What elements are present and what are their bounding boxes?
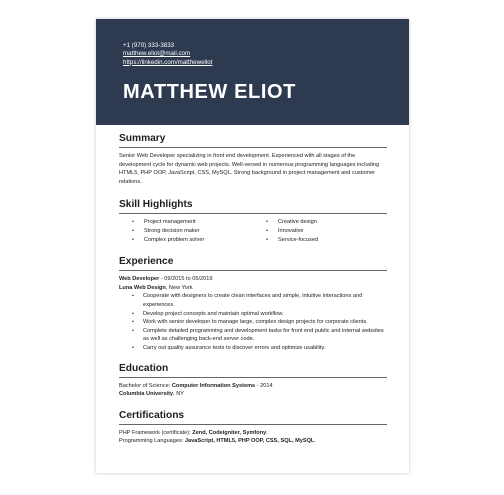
skill-item: • Project management <box>119 218 253 227</box>
degree-line <box>119 382 387 391</box>
school-line <box>119 390 387 399</box>
school-location: , NY <box>173 391 184 398</box>
skill-item: • Complex problem solver <box>119 236 253 245</box>
experience-section <box>119 255 387 352</box>
resume-body <box>119 132 387 446</box>
contact-email-link[interactable]: matthew.eliot@mail.com <box>123 50 191 58</box>
job-company-line <box>119 284 387 293</box>
job-dates: - 09/2015 to 05/2019 <box>159 276 213 283</box>
skill-item: • Innovative <box>253 227 387 236</box>
cert-suffix: . <box>314 438 316 445</box>
skill-item: • Creative design <box>253 218 387 227</box>
contact-block <box>123 42 212 67</box>
education-heading: Education <box>119 362 387 378</box>
experience-bullet: • Develop project concepts and maintain optimal workflow. <box>119 310 387 319</box>
contact-phone: +1 (970) 333-3833 <box>123 42 175 49</box>
skill-item: • Service-focused <box>253 236 387 245</box>
certification-line <box>119 429 387 438</box>
job-role: Web Developer <box>119 276 160 283</box>
job-company: Luna Web Design <box>119 284 166 291</box>
summary-heading: Summary <box>119 132 387 148</box>
experience-bullet: • Complete detailed programming and development tasks for front end public and internal websites as well as challenging back-end server code. <box>119 327 387 344</box>
job-location: , New York <box>165 284 193 291</box>
school-name: Columbia University <box>119 391 174 398</box>
degree-name: Computer Information Systems <box>171 382 256 389</box>
cert-prefix: PHP Framework (certificate): <box>119 429 193 436</box>
experience-bullet: • Cooperate with designers to create clean interfaces and simple, intuitive interactions and experiences. <box>119 292 387 309</box>
candidate-name: MATTHEW ELIOT <box>123 81 296 103</box>
certifications-section <box>119 409 387 446</box>
resume-page <box>96 19 409 473</box>
skills-right-list <box>253 218 387 244</box>
skills-columns <box>119 218 387 244</box>
contact-linkedin-link[interactable]: https://linkedin.com/matthewellot <box>123 58 213 66</box>
summary-text: Senior Web Developer specializing in front end development. Experienced with all stages of the development cycle for dynamic web projects. Well-versed in numerous programming languages including HTML5, PHP OOP, JavaScript, CSS, MySQL. Strong background in project management and customer relations. <box>119 153 380 185</box>
experience-bullet: • Work with senior developer to manage large, complex design projects for corporate clients. <box>119 318 387 327</box>
skills-left-list <box>119 218 253 244</box>
certifications-heading: Certifications <box>119 409 387 425</box>
experience-heading: Experience <box>119 255 387 271</box>
cert-suffix: . <box>266 429 268 436</box>
experience-bullet: • Carry out quality assurance tests to discover errors and optimize usability. <box>119 344 387 353</box>
education-entry <box>119 382 387 399</box>
skills-section <box>119 198 387 244</box>
experience-bullets <box>119 292 387 352</box>
skills-heading: Skill Highlights <box>119 198 387 214</box>
degree-prefix: Bachelor of Science: <box>119 382 172 389</box>
cert-value: JavaScript, HTML5, PHP OOP, CSS, SQL, MySQL <box>184 438 315 445</box>
degree-year: - 2014 <box>255 382 273 389</box>
resume-header <box>96 19 409 125</box>
certification-line <box>119 437 387 446</box>
cert-value: Zend, Codeigniter, Symfony <box>192 429 267 436</box>
skill-item: • Strong decision maker <box>119 227 253 236</box>
education-section <box>119 362 387 399</box>
summary-section <box>119 132 387 186</box>
job-title-line <box>119 275 387 284</box>
cert-prefix: Programming Languages: <box>119 438 185 445</box>
